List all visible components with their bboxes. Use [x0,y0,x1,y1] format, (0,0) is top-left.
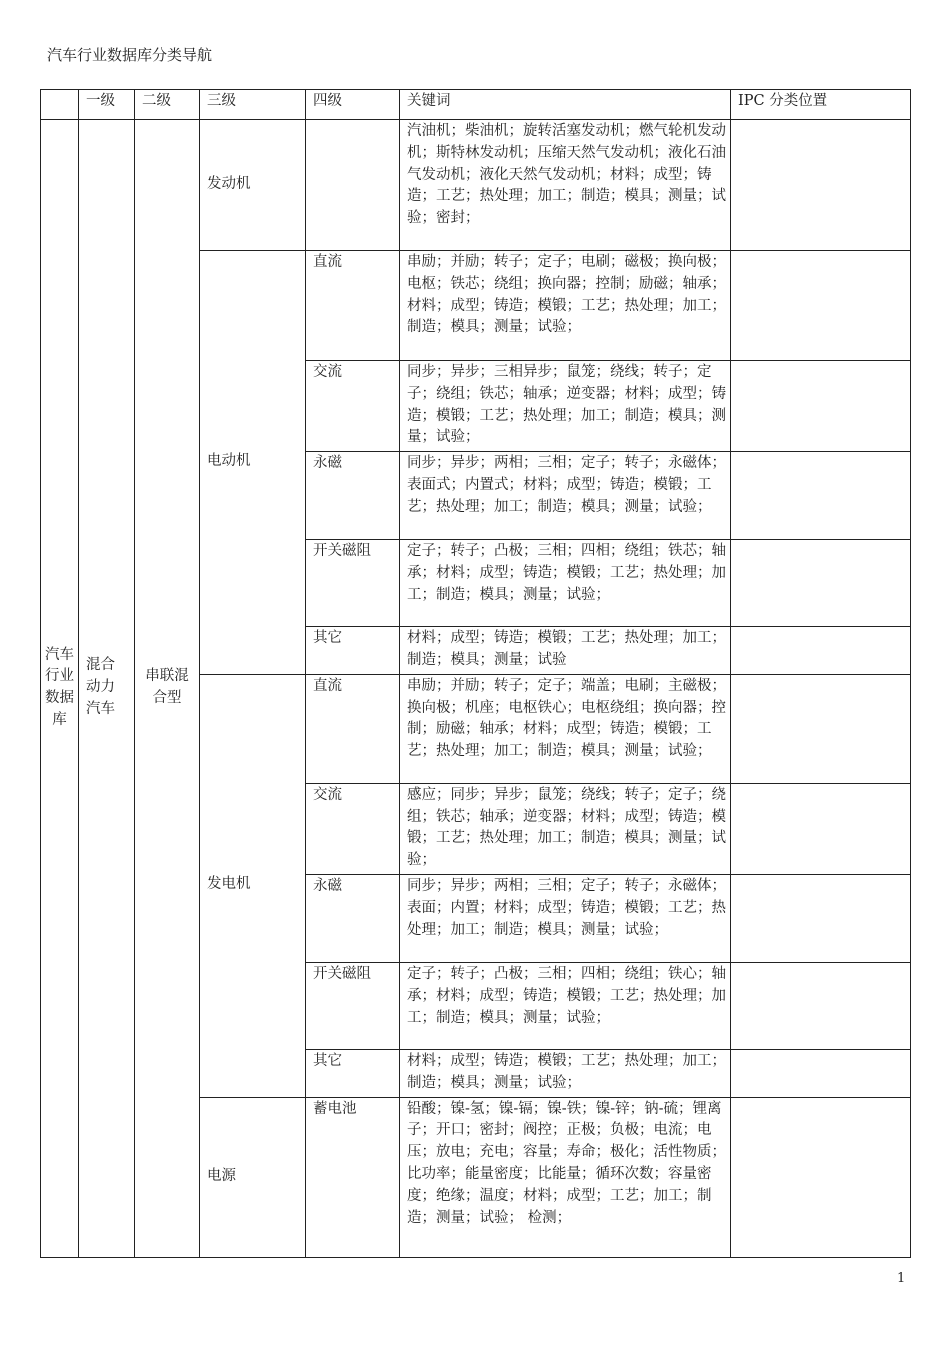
header-keywords: 关键词 [400,90,731,120]
keywords-cell: 铅酸；镍-氢；镍-镉；镍-铁；镍-锌；钠-硫；锂离子；开口；密封；阀控；正极；负极；电流；电压；放电；充电；容量；寿命；极化；活性物质；比功率；能量密度；比能量；循环次数；容量密度；绝缘；温度；材料；成型；工艺；加工；制造；测量；试验； 检测； [400,1097,731,1257]
ipc-cell [731,120,911,251]
header-blank [41,90,79,120]
level3-motor: 电动机 [200,251,306,675]
page-number: 1 [897,1271,906,1286]
ipc-cell [731,1097,911,1257]
keywords-cell: 定子；转子；凸极；三相；四相；绕组；铁心；轴承；材料；成型；铸造；模锻；工艺；热处理；加工；制造；模具；测量；试验； [400,962,731,1049]
level1-cell: 混合动力汽车 [79,120,135,1258]
level4-cell: 开关磁阻 [306,540,400,627]
level4-cell: 直流 [306,674,400,783]
ipc-cell [731,361,911,452]
header-level4: 四级 [306,90,400,120]
level4-cell: 交流 [306,783,400,874]
level4-cell: 直流 [306,251,400,361]
keywords-cell: 汽油机；柴油机；旋转活塞发动机；燃气轮机发动机；斯特林发动机；压缩天然气发动机；液化石油气发动机；液化天然气发动机；材料；成型；铸造；工艺；热处理；加工；制造；模具；测量；试验；密封； [400,120,731,251]
level3-engine: 发动机 [200,120,306,251]
level4-cell: 交流 [306,361,400,452]
keywords-cell: 同步；异步；两相；三相；定子；转子；永磁体；表面式；内置式；材料；成型；铸造；模锻；工艺；热处理；加工；制造；模具；测量；试验； [400,452,731,540]
ipc-cell [731,783,911,874]
classification-table [40,89,911,1258]
ipc-cell [731,251,911,361]
header-ipc: IPC 分类位置 [731,90,911,120]
keywords-cell: 串励；并励；转子；定子；电刷；磁极；换向极；电枢；铁芯；绕组；换向器；控制；励磁；轴承；材料；成型；铸造；模锻；工艺；热处理；加工；制造；模具；测量；试验； [400,251,731,361]
level4-cell: 永磁 [306,452,400,540]
level4-cell [306,120,400,251]
ipc-cell [731,674,911,783]
level4-cell: 其它 [306,1049,400,1097]
keywords-cell: 定子；转子；凸极；三相；四相；绕组；铁芯；轴承；材料；成型；铸造；模锻；工艺；热处理；加工；制造；模具；测量；试验； [400,540,731,627]
keywords-cell: 材料；成型；铸造；模锻；工艺；热处理；加工；制造；模具；测量；试验； [400,1049,731,1097]
ipc-cell [731,627,911,675]
ipc-cell [731,452,911,540]
ipc-cell [731,540,911,627]
header-level3: 三级 [200,90,306,120]
keywords-cell: 串励；并励；转子；定子；端盖；电刷；主磁极；换向极；机座；电枢铁心；电枢绕组；换向器；控制；励磁；轴承；材料；成型；铸造；模锻；工艺；热处理；加工；制造；模具；测量；试验； [400,674,731,783]
document-title: 汽车行业数据库分类导航 [47,46,213,64]
level4-cell: 其它 [306,627,400,675]
header-level2: 二级 [135,90,200,120]
keywords-cell: 同步；异步；三相异步；鼠笼；绕线；转子；定子；绕组；铁芯；轴承；逆变器；材料；成型；铸造；模锻；工艺；热处理；加工；制造；模具；测量；试验； [400,361,731,452]
keywords-cell: 感应；同步；异步；鼠笼；绕线；转子；定子；绕组；铁芯；轴承；逆变器；材料；成型；铸造；模锻；工艺；热处理；加工；制造；模具；测量；试验； [400,783,731,874]
level4-cell: 开关磁阻 [306,962,400,1049]
header-row [41,90,911,120]
level3-generator: 发电机 [200,674,306,1097]
level0-cell: 汽车行业数据库 [41,120,79,1258]
ipc-cell [731,874,911,962]
keywords-cell: 材料；成型；铸造；模锻；工艺；热处理；加工；制造；模具；测量；试验 [400,627,731,675]
level4-cell: 蓄电池 [306,1097,400,1257]
header-level1: 一级 [79,90,135,120]
ipc-cell [731,1049,911,1097]
keywords-cell: 同步；异步；两相；三相；定子；转子；永磁体；表面；内置；材料；成型；铸造；模锻；工艺；热处理；加工；制造；模具；测量；试验； [400,874,731,962]
level4-cell: 永磁 [306,874,400,962]
table-row [41,120,911,251]
level2-cell: 串联混合型 [135,120,200,1258]
ipc-cell [731,962,911,1049]
level3-power: 电源 [200,1097,306,1257]
